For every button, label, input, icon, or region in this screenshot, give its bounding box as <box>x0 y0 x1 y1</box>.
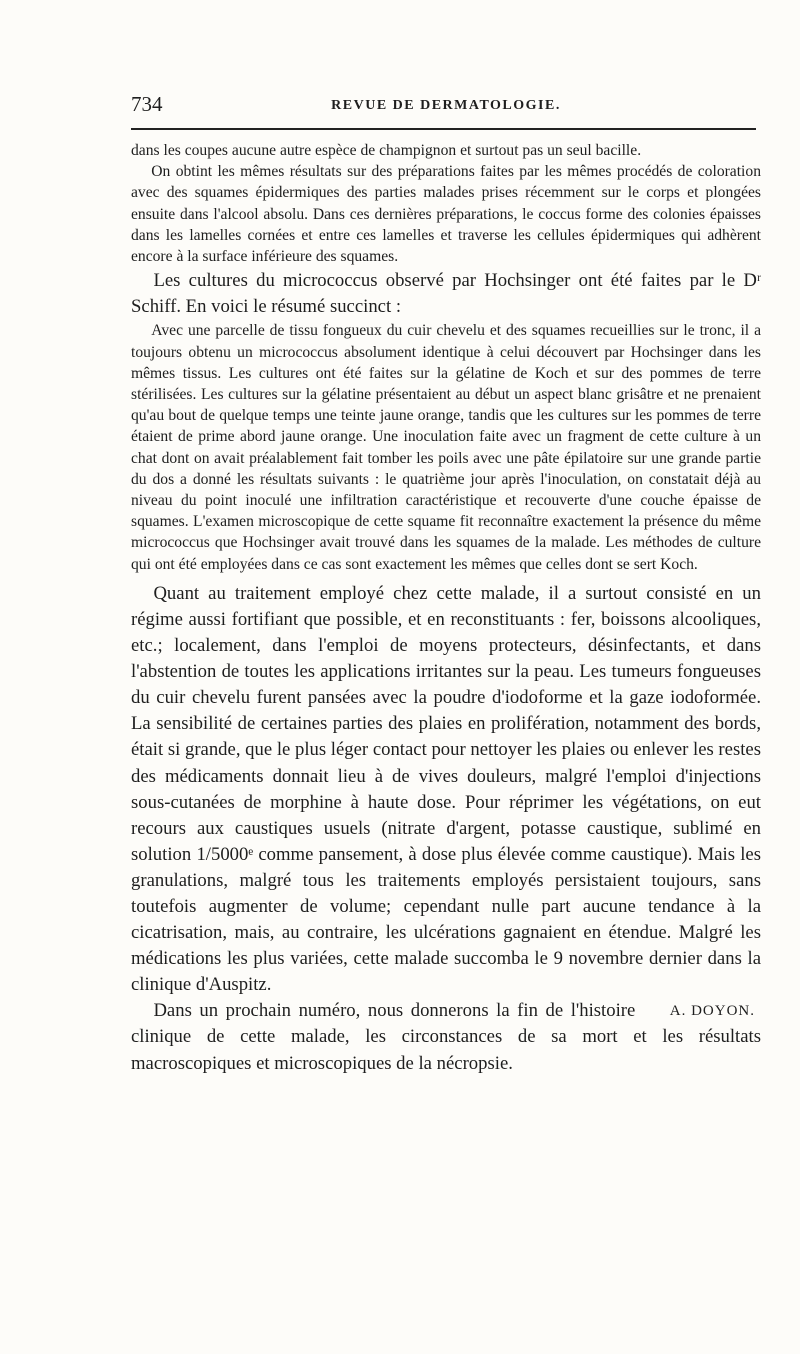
section-large-2 <box>131 581 761 1077</box>
page-header <box>131 92 761 122</box>
page-number: 734 <box>131 92 163 116</box>
paragraph-treatment: Quant au traitement employé chez cette malade, il a surtout consisté en un régime aussi fortifiant que possible, et en reconstituants : fer, boissons alcooliques, etc.; localement, dans l'emploi de moyens protecteurs, désinfectants, et dans l'abstention de toutes les applications irritantes sur la peau. Les tumeurs fongueuses du cuir chevelu furent pansées avec la poudre d'iodoforme et la gaze iodoformée. La sensibilité de certaines parties des plaies en prolifération, notamment des bords, était si grande, que le plus léger contact pour nettoyer les plaies ou enlever les restes des médicaments donnait lieu à de vives douleurs, malgré l'emploi d'injections sous-cutanées de morphine à haute dose. Pour réprimer les végétations, on eut recours aux caustiques usuels (nitrate d'argent, potasse caustique, sublimé en solution 1/5000ᵉ comme pansement, à dose plus élevée comme caustique). Mais les granulations, malgré tous les traitements employés persistaient toujours, sans toutefois augmenter de volume; cependant nulle part aucune tendance à la cicatrisation, mais, au contraire, les ulcérations gagnaient en étendue. Malgré les médications les plus variées, cette malade succomba le 9 novembre dernier dans la clinique d'Auspitz. <box>131 582 761 996</box>
paragraph-cultures-intro: Les cultures du micrococcus observé par Hochsinger ont été faites par le Dʳ Schiff. En voici le résumé succinct : <box>131 270 761 318</box>
running-title: REVUE DE DERMATOLOGIE. <box>331 98 561 113</box>
closing-text: Dans un prochain numéro, nous donnerons la fin de l'histoire clinique de cette malade, les circonstances de sa mort et les résultats macroscopiques et microscopiques de la nécropsie. <box>131 1000 761 1074</box>
article-body <box>131 140 761 1077</box>
section-small-1 <box>131 140 761 267</box>
author-signature: A. DOYON. <box>669 1003 755 1020</box>
paragraph-closing <box>131 998 761 1076</box>
paragraph-continuation: dans les coupes aucune autre espèce de champignon et surtout pas un seul bacille. <box>131 142 642 159</box>
section-large-1 <box>131 268 761 320</box>
paragraph-preparations: On obtint les mêmes résultats sur des préparations faites par les mêmes procédés de coloration avec des squames épidermiques des parties malades prises récemment sur le corps et plongées ensuite dans l'alcool absolu. Dans ces dernières préparations, le coccus forme des colonies épaisses dans les lamelles cornées et entre ces lamelles et traverse les cellules épidermiques qui adhèrent encore à la surface inférieure des squames. <box>131 163 761 266</box>
paragraph-cultures-summary: Avec une parcelle de tissu fongueux du cuir chevelu et des squames recueillies sur le tronc, il a toujours obtenu un micrococcus absolument identique à celui découvert par Hochsinger dans les mêmes tissus. Les cultures ont été faites sur la gélatine de Koch et sur des pommes de terre stérilisées. Les cultures sur la gélatine présentaient au début un aspect blanc grisâtre et ne prenaient qu'au bout de quelque temps une teinte jaune orange, tandis que les cultures sur les pommes de terre étaient de prime abord jaune orange. Une inoculation faite avec un fragment de cette culture à un chat dont on avait préalablement fait tomber les poils avec une pâte épilatoire sur une grande partie du dos a donné les résultats suivants : le quatrième jour après l'inoculation, on constatait déjà au niveau du point inoculé une infiltration caractéristique et recouverte d'une couche épaisse de squames. L'examen microscopique de cette squame fit reconnaître exactement la présence du même micrococcus que Hochsinger avait trouvé dans les squames de la malade. Les méthodes de culture qui ont été employées dans ce cas sont exactement les mêmes que celles dont se sert Koch. <box>131 322 761 573</box>
header-rule <box>131 128 756 130</box>
section-small-2 <box>131 320 761 574</box>
